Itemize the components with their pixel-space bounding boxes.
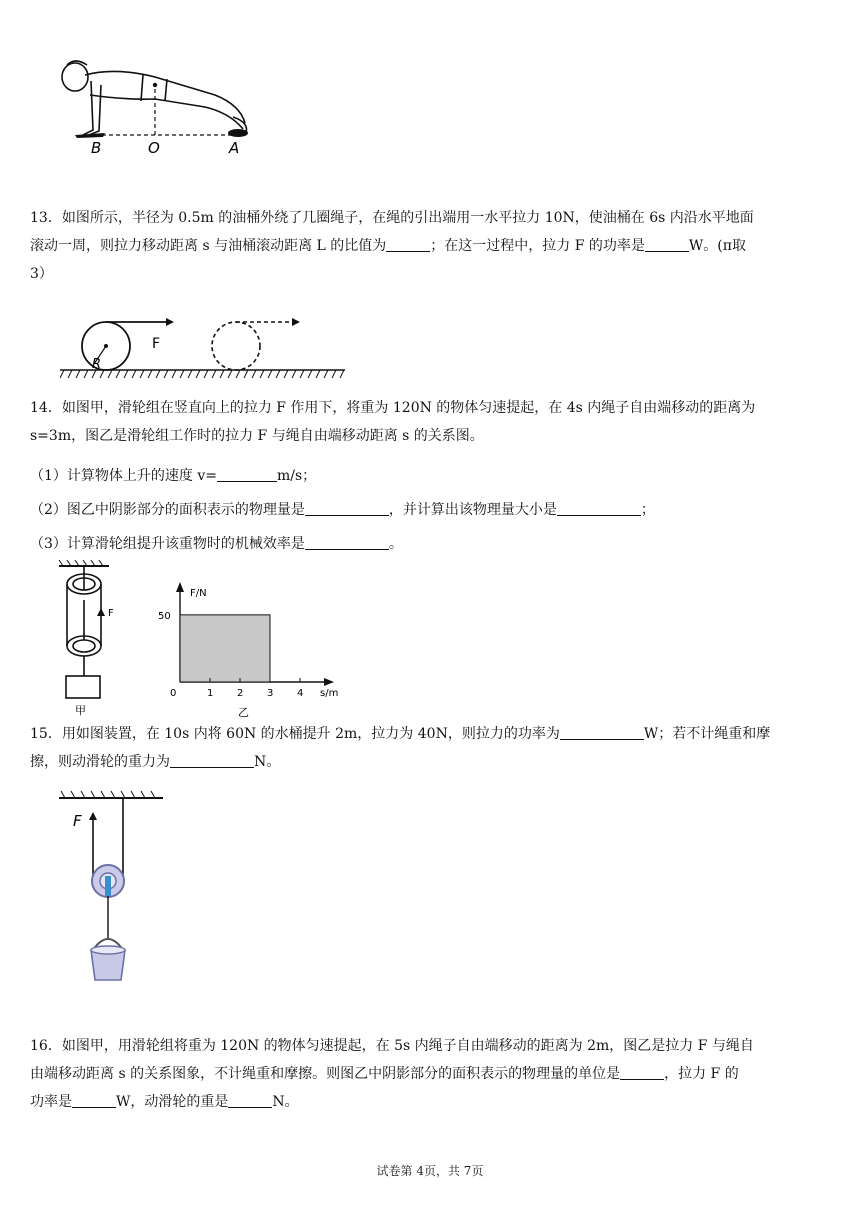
answer-blank[interactable] — [228, 1093, 272, 1108]
force-distance-chart — [150, 580, 355, 720]
q13-line2a: 滚动一周，则拉力移动距离 s 与油桶滚动距离 L 的比值为 — [30, 238, 387, 254]
q13-line2b: ；在这一过程中，拉力 F 的功率是 — [430, 238, 645, 254]
answer-blank[interactable] — [620, 1065, 664, 1080]
label-f: F — [73, 812, 82, 830]
x-tick-label: 0 — [170, 688, 177, 699]
answer-blank[interactable] — [305, 501, 389, 516]
q16-line1: 16．如图甲，用滑轮组将重为 120N 的物体匀速提起，在 5s 内绳子自由端移动的距离为 2m，图乙是拉力 F 与绳自 — [30, 1038, 754, 1054]
label-a: A — [229, 139, 240, 157]
q13-line2c: W。(π取 — [688, 238, 746, 254]
q13-line3: 3） — [30, 266, 53, 282]
q14-sub2: （2）图乙中阴影部分的面积表示的物理量是 ，并计算出该物理量大小是 ； — [30, 502, 655, 518]
movable-pulley-figure — [55, 790, 175, 990]
rolling-barrel-figure — [60, 312, 350, 384]
x-tick-label: 1 — [207, 688, 214, 699]
label-f: F — [152, 336, 161, 352]
x-tick-label: 2 — [237, 688, 244, 699]
answer-blank[interactable] — [557, 501, 641, 516]
q14-line2: s=3m，图乙是滑轮组工作时的拉力 F 与绳自由端移动距离 s 的关系图。 — [30, 428, 484, 444]
label-b: B — [91, 139, 102, 157]
answer-blank[interactable] — [305, 535, 389, 550]
x-axis-label: s/m — [320, 688, 339, 699]
question-14 — [30, 394, 810, 450]
answer-blank[interactable] — [645, 237, 689, 252]
pushup-figure — [55, 55, 265, 160]
question-15: 15．用如图装置，在 10s 内将 60N 的水桶提升 2m，拉力为 40N，则拉力的功率为 W；若不计绳重和摩 擦，则动滑轮的重力为 N。 — [30, 726, 771, 770]
label-jia: 甲 — [75, 704, 86, 717]
label-f: F — [108, 608, 114, 619]
y-axis-label: F/N — [190, 588, 207, 599]
answer-blank[interactable] — [170, 753, 254, 768]
page-footer: 试卷第 4页，共 7页 — [376, 1164, 484, 1178]
question-16: 16．如图甲，用滑轮组将重为 120N 的物体匀速提起，在 5s 内绳子自由端移动的距离为 2m，图乙是拉力 F 与绳自 由端移动距离 s 的关系图象，不计绳重和摩擦。则图乙中阴影部分的面积表示的物理量的单位是 ，拉力 F 的 功率是 W，动滑轮的重是 N。 — [30, 1032, 810, 1116]
answer-blank[interactable] — [560, 725, 644, 740]
q14-line1: 14．如图甲，滑轮组在竖直向上的拉力 F 作用下，将重为 120N 的物体匀速提起，在 4s 内绳子自由端移动的距离为 — [30, 400, 756, 416]
x-tick-label: 3 — [267, 688, 274, 699]
pulley-block-figure — [55, 560, 125, 718]
q13-line1: 13．如图所示，半径为 0.5m 的油桶外绕了几圈绳子，在绳的引出端用一水平拉力 10N，使油桶在 6s 内沿水平地面 — [30, 210, 754, 226]
answer-blank[interactable] — [386, 237, 430, 252]
x-tick-label: 4 — [297, 688, 304, 699]
label-r: R — [92, 357, 102, 372]
shaded-work-area — [180, 615, 270, 682]
q14-sub3: （3）计算滑轮组提升该重物时的机械效率是 。 — [30, 536, 403, 552]
question-13 — [30, 204, 810, 288]
answer-blank[interactable] — [217, 467, 277, 482]
q14-sub1: （1）计算物体上升的速度 v= m/s； — [30, 468, 317, 484]
answer-blank[interactable] — [72, 1093, 116, 1108]
label-yi: 乙 — [238, 706, 249, 719]
label-o: O — [148, 139, 160, 157]
y-tick-label: 50 — [158, 610, 171, 622]
